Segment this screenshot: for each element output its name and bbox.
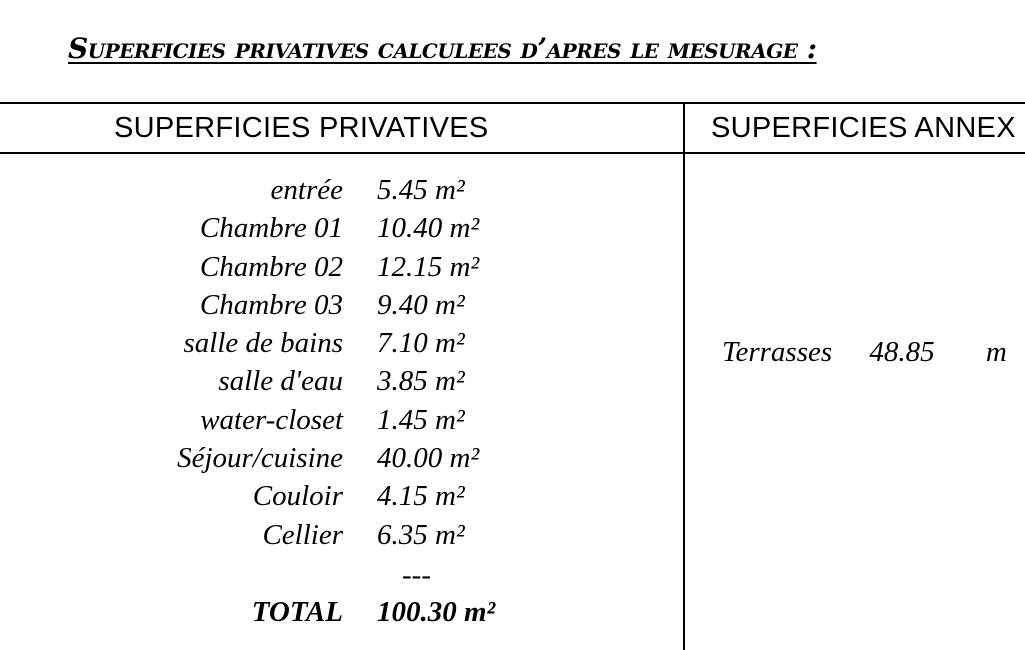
annex-row-terraces bbox=[722, 333, 1007, 371]
annex-unit: m bbox=[985, 336, 1007, 368]
room-area: 6.35 m² bbox=[377, 518, 465, 551]
list-item bbox=[0, 516, 683, 554]
total-row bbox=[0, 592, 683, 632]
total-label: TOTAL bbox=[251, 596, 343, 628]
list-item bbox=[0, 171, 683, 209]
list-item bbox=[0, 248, 683, 286]
room-area: 1.45 m² bbox=[377, 403, 465, 436]
room-area: 5.45 m² bbox=[377, 174, 465, 206]
header-annex-areas: SUPERFICIES ANNEX bbox=[711, 112, 1016, 144]
list-item bbox=[0, 401, 683, 439]
list-item bbox=[0, 439, 683, 477]
list-item bbox=[0, 324, 683, 362]
room-area: 3.85 m² bbox=[377, 365, 465, 398]
header-private-areas: SUPERFICIES PRIVATIVES bbox=[114, 112, 489, 144]
room-name: Couloir bbox=[252, 480, 343, 513]
total-separator: --- bbox=[402, 559, 431, 591]
total-area: 100.30 m² bbox=[377, 596, 496, 628]
list-item bbox=[0, 209, 683, 247]
table-top-border bbox=[0, 102, 1025, 104]
room-area: 9.40 m² bbox=[377, 288, 465, 321]
page-title: Superficies privatives calculees d’apres le mesurage : bbox=[68, 32, 817, 65]
room-list bbox=[0, 171, 683, 554]
room-name: Chambre 02 bbox=[199, 250, 343, 283]
header-bottom-border bbox=[0, 152, 1025, 154]
room-area: 4.15 m² bbox=[377, 480, 465, 513]
room-name: Chambre 03 bbox=[199, 288, 343, 321]
room-area: 7.10 m² bbox=[377, 327, 465, 360]
room-name: Séjour/cuisine bbox=[177, 442, 343, 475]
list-item bbox=[0, 477, 683, 515]
annex-value: 48.85 bbox=[869, 336, 935, 368]
list-item bbox=[0, 362, 683, 400]
room-name: Chambre 01 bbox=[199, 212, 343, 245]
room-area: 10.40 m² bbox=[377, 212, 480, 245]
room-name: salle d'eau bbox=[218, 365, 343, 398]
room-name: water-closet bbox=[200, 403, 343, 436]
annex-name: Terrasses bbox=[722, 336, 833, 368]
list-item bbox=[0, 286, 683, 324]
room-area: 40.00 m² bbox=[377, 442, 480, 475]
room-name: Cellier bbox=[262, 518, 343, 551]
room-name: salle de bains bbox=[183, 327, 343, 360]
room-name: entrée bbox=[270, 174, 343, 206]
column-divider bbox=[683, 102, 685, 650]
room-area: 12.15 m² bbox=[377, 250, 480, 283]
